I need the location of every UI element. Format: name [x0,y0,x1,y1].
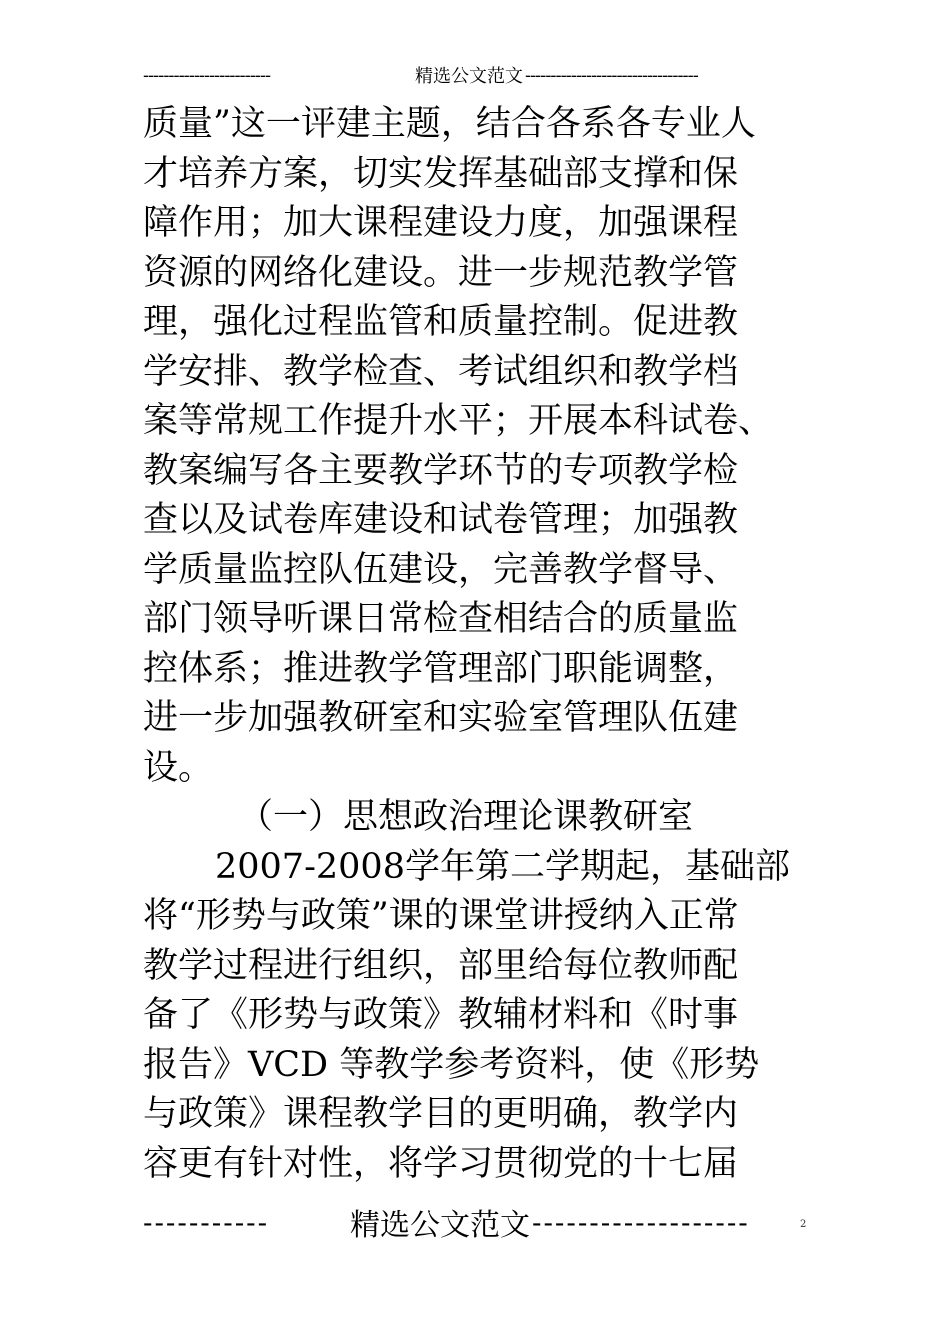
body-line: 案等常规工作提升水平；开展本科试卷、 [143,401,774,441]
header-dashes-left: ------------------------- [143,64,271,86]
body-line: 容更有针对性，将学习贯彻党的十七届 [143,1143,739,1184]
body-line: 2007-2008学年第二学期起，基础部 [215,846,790,887]
body-line: 学质量监控队伍建设，完善教学督导、 [143,549,739,590]
body-line: 质量”这一评建主题，结合各系各专业人 [143,104,756,144]
page-footer [143,1200,883,1244]
body-line: 障作用；加大课程建设力度，加强课程 [143,203,739,243]
section-heading: （一）思想政治理论课教研室 [238,797,694,837]
header-dashes-right: ---------------------------------- [525,64,698,86]
body-line: 将“形势与政策”课的课堂讲授纳入正常 [143,896,739,936]
body-line: 资源的网络化建设。进一步规范教学管 [143,252,739,293]
body-line: 报告》VCD 等教学参考资料，使《形势 [143,1044,760,1085]
body-line: 理，强化过程监管和质量控制。促进教 [143,302,739,342]
body-line: 控体系；推进教学管理部门职能调整， [143,648,739,689]
footer-dashes-right: ------------------- [532,1205,750,1239]
body-line: 与政策》课程教学目的更明确，教学内 [143,1094,739,1134]
header-title: 精选公文范文 [415,66,523,87]
body-line: 教学过程进行组织，部里给每位教师配 [143,945,739,986]
body-line: 才培养方案，切实发挥基础部支撑和保 [143,153,739,194]
body-line: 教案编写各主要教学环节的专项教学检 [143,450,739,491]
page-number: 2 [800,1219,807,1230]
page-header [143,60,907,90]
body-line: 进一步加强教研室和实验室管理队伍建 [143,698,739,738]
footer-dashes-left: ----------- [143,1205,270,1239]
document-body [143,100,808,1189]
footer-title: 精选公文范文 [350,1208,530,1243]
body-line: 设。 [143,747,214,788]
body-line: 学安排、教学检查、考试组织和教学档 [143,351,739,392]
body-line: 部门领导听课日常检查相结合的质量监 [143,599,739,639]
body-line: 备了《形势与政策》教辅材料和《时事 [143,995,739,1035]
body-line: 查以及试卷库建设和试卷管理；加强教 [143,500,739,540]
